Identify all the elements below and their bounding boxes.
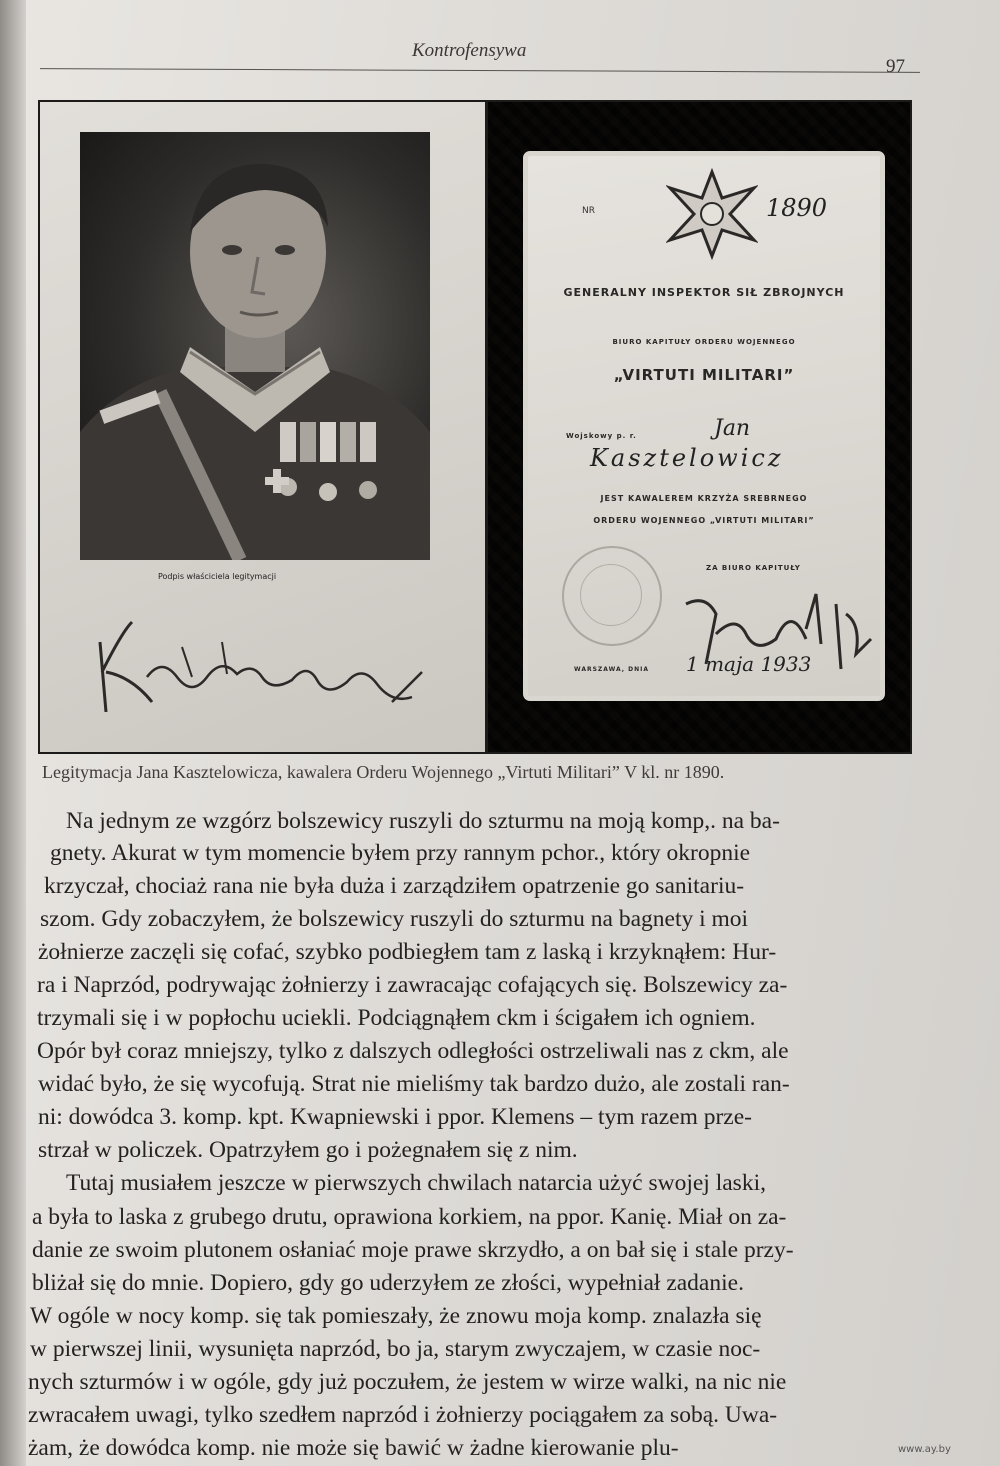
card-statement-2: ORDERU WOJENNEGO „VIRTUTI MILITARI”	[593, 516, 815, 525]
figure-id-card	[38, 100, 912, 754]
text-line: danie ze swoim plutonem osłaniać moje prawe skrzydło, a on bał się i stale przy-	[32, 1237, 794, 1263]
signature-caption: Podpis właściciela legitymacji	[158, 572, 277, 581]
watermark: www.ay.by	[898, 1444, 951, 1455]
text-line: w pierwszej linii, wysunięta naprzód, bo ja, starym zwyczajem, w czasie noc-	[30, 1336, 761, 1362]
number-value: 1890	[766, 194, 828, 222]
header-rule	[40, 68, 920, 73]
certificate-card	[526, 154, 882, 698]
page-number: 97	[886, 56, 905, 77]
card-order-name: „VIRTUTI MILITARI”	[613, 366, 795, 384]
signature-image	[92, 602, 432, 712]
text-line: gnety. Akurat w tym momencie byłem przy rannym pchor., który okropnie	[50, 840, 751, 866]
portrait-illustration	[80, 132, 430, 560]
text-line: Opór był coraz mniejszy, tylko z dalszych odległości ostrzeliwali nas z ckm, ale	[37, 1038, 789, 1064]
holder-first-name: Jan	[714, 416, 751, 441]
text-line: zwracałem uwagi, tylko szedłem naprzód i żołnierzy pociągałem za sobą. Uwa-	[28, 1402, 778, 1428]
text-line: trzymali się i w popłochu uciekli. Podciągnąłem ckm i ścigałem ich ogniem.	[37, 1005, 756, 1031]
text-line: bliżał się do mnie. Dopiero, gdy go uderzyłem ze złości, wypełniał zadanie.	[32, 1270, 744, 1296]
number-label: NR	[582, 206, 595, 216]
text-line: Tutaj musiałem jeszcze w pierwszych chwilach natarcia użyć swojej laski,	[66, 1170, 766, 1196]
issue-date: 1 maja 1933	[686, 652, 812, 676]
virtuti-cross-icon	[666, 168, 758, 260]
text-line: żołnierze zaczęli się cofać, szybko podbiegłem tam z laską i krzyknąłem: Hur-	[38, 939, 777, 965]
text-line: widać było, że się wycofują. Strat nie mieliśmy tak bardzo dużo, ale zostali ran-	[38, 1071, 790, 1097]
text-line: krzyczał, chociaż rana nie była duża i zarządziłem opatrzenie go sanitariu-	[44, 873, 745, 899]
holder-last-name: Kasztelowicz	[590, 444, 784, 472]
right-panel	[488, 102, 910, 752]
text-line: W ogóle w nocy komp. się tak pomieszały, że znowu moja komp. znalazła się	[30, 1303, 762, 1329]
figure-caption: Legitymacja Jana Kasztelowicza, kawalera Orderu Wojennego „Virtuti Militari” V kl. nr 1890.	[42, 762, 725, 782]
card-office: BIURO KAPITUŁY ORDERU WOJENNEGO	[612, 338, 796, 346]
text-line: nych szturmów i w ogóle, gdy już poczułem, że jestem w wirze walki, na nic nie	[28, 1369, 787, 1395]
text-line: strzał w policzek. Opatrzyłem go i pożegnałem się z nim.	[38, 1137, 578, 1163]
text-line: Na jednym ze wzgórz bolszewicy ruszyli do szturmu na moją komp,. na ba-	[66, 808, 780, 834]
holder-prefix: Wojskowy p. r.	[566, 432, 637, 440]
official-seal	[562, 546, 662, 646]
text-line: ni: dowódca 3. komp. kpt. Kwapniewski i ppor. Klemens – tym razem prze-	[38, 1104, 752, 1130]
running-head: Kontrofensywa	[412, 40, 527, 61]
left-panel	[40, 102, 485, 752]
page-binding-edge	[0, 0, 26, 1466]
text-line: ra i Naprzód, podrywając żołnierzy i zawracając cofających się. Bolszewicy za-	[37, 972, 788, 998]
card-issuer: ZA BIURO KAPITUŁY	[706, 564, 801, 572]
text-line: a była to laska z grubego drutu, oprawiona korkiem, na ppor. Kanię. Miał on za-	[32, 1204, 787, 1230]
card-authority: GENERALNY INSPEKTOR SIŁ ZBROJNYCH	[563, 286, 845, 299]
text-line: żam, że dowódca komp. nie może się bawić w żadne kierowanie plu-	[28, 1435, 679, 1461]
text-line: szom. Gdy zobaczyłem, że bolszewicy ruszyli do szturmu na bagnety i moi	[40, 906, 749, 932]
portrait-photo	[80, 132, 430, 560]
card-statement-1: JEST KAWALEREM KRZYŻA SREBRNEGO	[600, 494, 808, 503]
issue-place-label: WARSZAWA, DNIA	[574, 666, 650, 673]
